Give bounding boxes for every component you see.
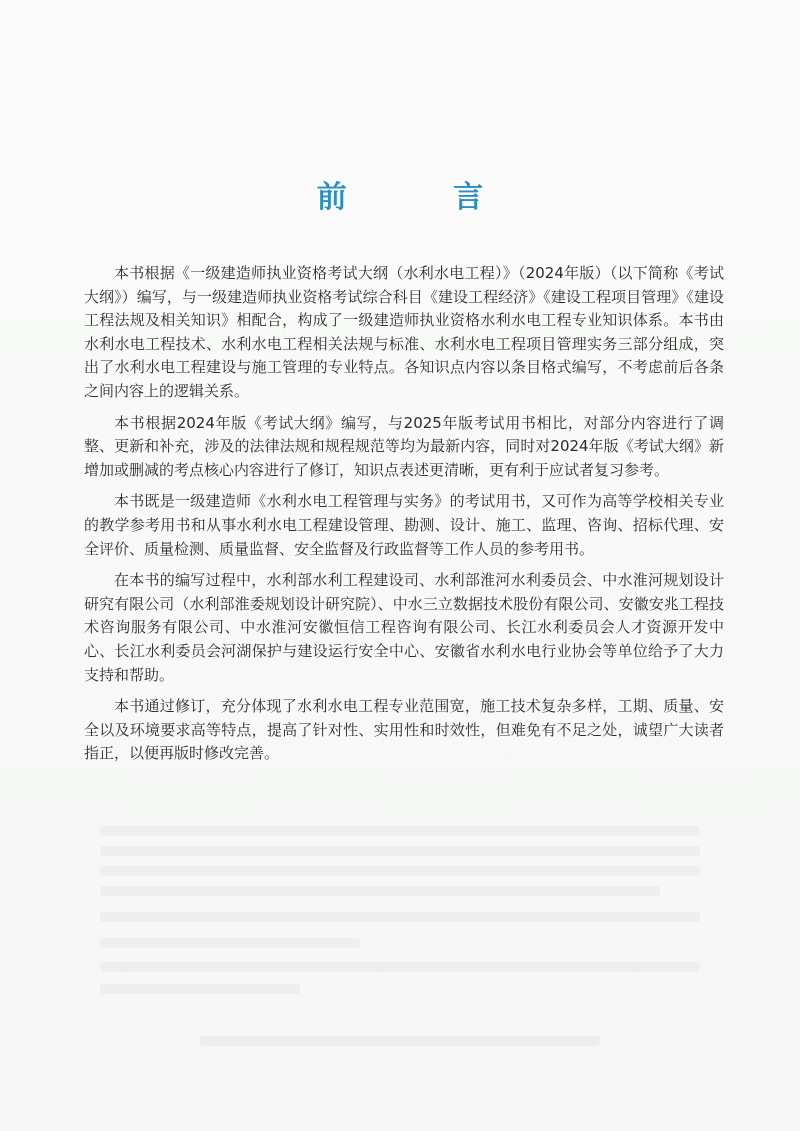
bleed-through-line <box>100 938 360 948</box>
preface-body <box>84 262 724 774</box>
bleed-through-line <box>100 984 300 994</box>
bleed-through-line <box>100 866 700 876</box>
bleed-through-line <box>100 826 700 836</box>
bleed-through-line <box>100 886 660 896</box>
paragraph: 本书根据2024年版《考试大纲》编写，与2025年版考试用书相比，对部分内容进行了调整、更新和补充，涉及的法律法规和规程规范等均为最新内容，同时对2024年版《考试大纲》新增加或删减的考点核心内容进行了修订，知识点表述更清晰，更有利于应试者复习参考。 <box>84 413 724 479</box>
paragraph: 本书根据《一级建造师执业资格考试大纲（水利水电工程）》（2024年版）（以下简称《考试大纲》）编写，与一级建造师执业资格考试综合科目《建设工程经济》《建设工程项目管理》《建设工程法规及相关知识》相配合，构成了一级建造师执业资格水利水电工程专业知识体系。本书由水利水电工程技术、水利水电工程相关法规与标准、水利水电工程项目管理实务三部分组成，突出了水利水电工程建设与施工管理的专业特点。各知识点内容以条目格式编写，不考虑前后各条之间内容上的逻辑关系。 <box>84 264 724 400</box>
bleed-through-line <box>100 846 700 856</box>
paragraph: 在本书的编写过程中，水利部水利工程建设司、水利部淮河水利委员会、中水淮河规划设计研究有限公司（水利部淮委规划设计研究院）、中水三立数据技术股份有限公司、安徽安兆工程技术咨询服务有限公司、中水淮河安徽恒信工程咨询有限公司、长江水利委员会人才资源开发中心、长江水利委员会河湖保护与建设运行安全中心、安徽省水利水电行业协会等单位给予了大力支持和帮助。 <box>84 571 724 684</box>
bleed-through-line <box>200 1036 600 1046</box>
paragraph: 本书通过修订，充分体现了水利水电工程专业范围宽，施工技术复杂多样，工期、质量、安全以及环境要求高等特点，提高了针对性、实用性和时效性，但难免有不足之处，诚望广大读者指正，以便再版时修改完善。 <box>84 697 724 763</box>
bleed-through-line <box>100 912 700 922</box>
page-title: 前 言 <box>316 180 532 215</box>
paragraph: 本书既是一级建造师《水利水电工程管理与实务》的考试用书，又可作为高等学校相关专业的教学参考用书和从事水利水电工程建设管理、勘测、设计、施工、监理、咨询、招标代理、安全评价、质量检测、质量监督、安全监督及行政监督等工作人员的参考用书。 <box>84 492 724 558</box>
bleed-through-line <box>100 962 700 972</box>
